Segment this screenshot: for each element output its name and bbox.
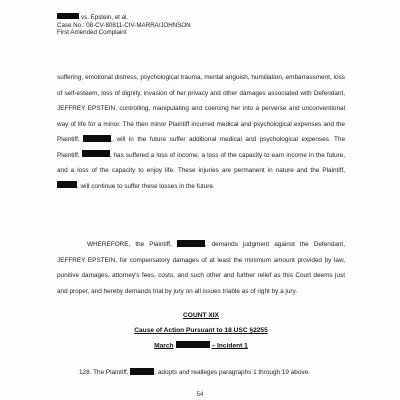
- header-caption-text: vs. Epstein, et al.: [81, 14, 129, 21]
- paragraph-text: , will in the future suffer additional medical and psychological expenses. The Plaintiff,: [57, 136, 346, 159]
- paragraph-text: suffering, emotional distress, psychological trauma, mental anguish, humiliation, embarrassment, loss of self-esteem, loss of dignity, invasion of her privacy and other damages associated with Defendant, JEFFREY EPSTEIN, controlling, manipulating and coercing her into a perverse and unconventional way of life for a minor. The then minor Plaintiff incurred medical and psychological expenses and the Plaintiff,: [57, 74, 345, 143]
- header-case-number: Case No.: 08-CV-80811-CIV-MARRA/JOHNSON: [57, 21, 191, 29]
- paragraph-text: , has suffered a loss of income, a loss of the capacity to earn income in the future, and a loss of the capacity to enjoy life. These injuries are permanent in nature and the Plaintiff,: [57, 151, 345, 174]
- document-header: [57, 14, 191, 37]
- paragraph-text: WHEREFORE, the Plaintiff,: [87, 241, 172, 248]
- paragraph-text: The Plaintiff,: [93, 369, 129, 376]
- redaction-bar: [130, 368, 154, 375]
- paragraph-text: , will continue to suffer these losses in the future.: [77, 182, 215, 190]
- paragraph-text: , demands judgment against the Defendant, JEFFREY EPSTEIN, for compensatory damages of at least the minimum amount provided by law, punitive damages, attorney's fees, costs, and such other and further relief as this Court deems just and proper, and hereby demands trial by jury on all issues triable as of right by a jury.: [57, 241, 345, 295]
- incident-heading: [57, 342, 345, 349]
- header-document-title: First Amended Complaint: [57, 29, 127, 37]
- redaction-bar: [57, 13, 79, 19]
- paragraph-wherefore: [57, 237, 345, 299]
- redaction-bar: [57, 181, 77, 188]
- cause-of-action-heading: Cause of Action Pursuant to 18 USC §2255: [134, 327, 268, 334]
- redaction-bar: [82, 150, 110, 157]
- count-heading: COUNT XIX: [183, 312, 219, 319]
- incident-suffix: – Incident 1: [211, 342, 248, 350]
- page-number: 54: [196, 392, 204, 398]
- paragraph-128: [57, 365, 345, 380]
- redaction-bar: [177, 240, 205, 247]
- redaction-bar: [176, 341, 210, 348]
- paragraph-number: 128.: [79, 369, 92, 376]
- header-caption-line: [57, 14, 191, 22]
- paragraph-text: , adopts and realleges paragraphs 1 through 19 above.: [154, 369, 310, 376]
- paragraph-damages: [57, 70, 345, 194]
- incident-prefix: March: [154, 342, 174, 350]
- redaction-bar: [83, 135, 111, 142]
